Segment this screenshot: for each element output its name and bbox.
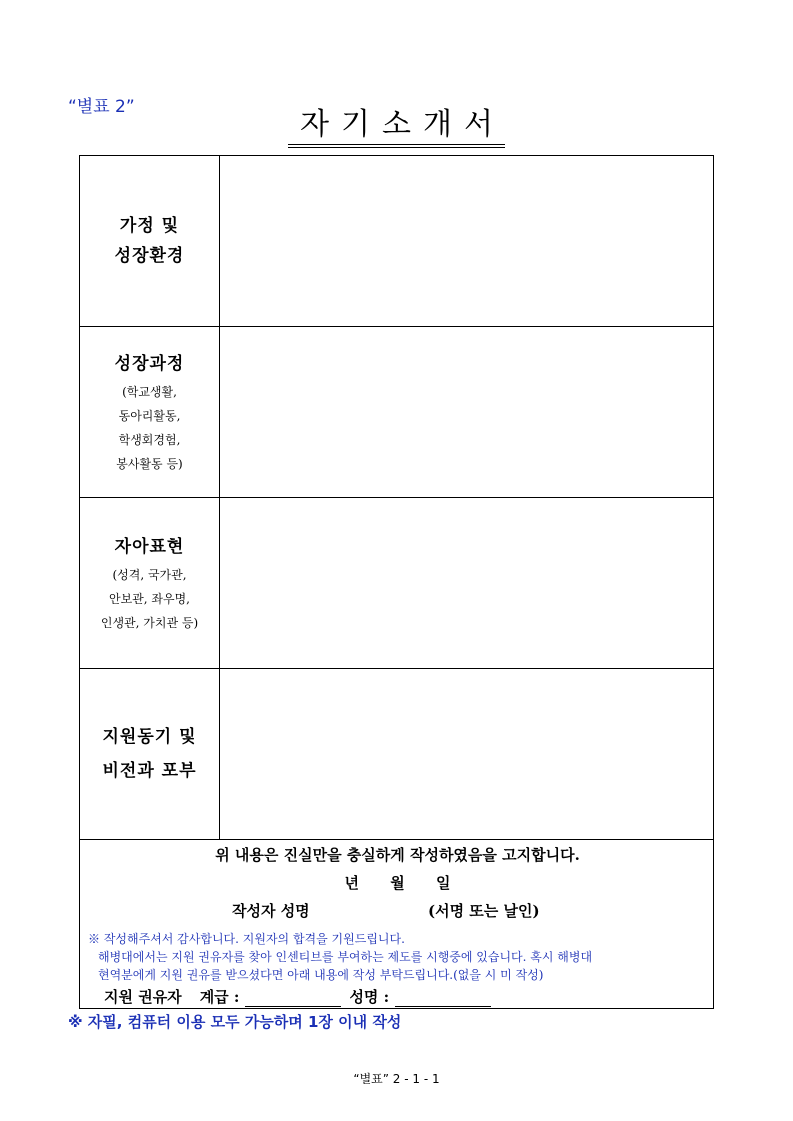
section-sub-line: (학교생활,	[122, 385, 177, 399]
section-input-family[interactable]	[220, 156, 714, 327]
section-title-line: 지원동기 및	[102, 727, 197, 747]
section-input-growth[interactable]	[220, 327, 714, 498]
section-title-line: 가정 및	[119, 216, 180, 236]
self-introduction-form	[79, 155, 714, 1009]
name-input[interactable]	[395, 990, 491, 1007]
section-row-growth	[80, 327, 714, 498]
section-label-family	[80, 156, 220, 327]
rank-input[interactable]	[245, 990, 341, 1007]
section-label-self-expression	[80, 498, 220, 669]
section-sub-line: (성격, 국가관,	[112, 568, 187, 582]
bottom-note: ※ 자필, 컴퓨터 이용 모두 가능하며 1장 이내 작성	[68, 1013, 402, 1031]
section-row-self-expression	[80, 498, 714, 669]
section-title-line: 성장과정	[114, 354, 185, 374]
document-title	[0, 108, 793, 148]
annex-label: “별표 2”	[68, 97, 135, 117]
notice-line: 해병대에서는 지원 권유자를 찾아 인센티브를 부여하는 제도를 시행중에 있습니다. 혹시 해병대	[98, 950, 593, 964]
document-title-text: 자기소개서	[288, 108, 505, 148]
notice-line: 현역분에게 지원 권유를 받으셨다면 아래 내용에 작성 부탁드립니다.(없을 시 미 작성)	[98, 968, 544, 982]
section-label-motivation	[80, 669, 220, 840]
recommender-line	[104, 986, 499, 1007]
section-title-line: 성장환경	[114, 246, 185, 266]
footer-row	[80, 840, 714, 1009]
footer-cell	[80, 840, 714, 1009]
section-sub-line: 봉사활동 등)	[116, 457, 183, 471]
section-title-line: 자아표현	[114, 537, 185, 557]
name-label: 성명 :	[349, 988, 390, 1006]
section-label-growth	[80, 327, 220, 498]
section-input-motivation[interactable]	[220, 669, 714, 840]
section-sub-line: 인생관, 가치관 등)	[100, 616, 199, 630]
rank-label: 계급 :	[199, 988, 240, 1006]
page-number: “별표” 2 - 1 - 1	[353, 1072, 440, 1086]
recommender-label: 지원 권유자	[104, 988, 182, 1006]
section-input-self-expression[interactable]	[220, 498, 714, 669]
recommender-notice	[88, 930, 708, 984]
section-row-motivation	[80, 669, 714, 840]
notice-line: ※ 작성해주셔서 감사합니다. 지원자의 합격을 기원드립니다.	[88, 932, 405, 946]
section-row-family	[80, 156, 714, 327]
section-title-line: 비전과 포부	[102, 761, 197, 781]
author-name-label: 작성자 성명	[232, 902, 310, 920]
section-sub-line: 학생회경험,	[118, 433, 181, 447]
section-sub-line: 안보관, 좌우명,	[109, 592, 190, 606]
section-sub-line: 동아리활동,	[118, 409, 181, 423]
date-line: 년 월 일	[344, 874, 451, 892]
signature-seal-label: (서명 또는 날인)	[428, 902, 540, 920]
declaration-text: 위 내용은 진실만을 충실하게 작성하였음을 고지합니다.	[215, 846, 580, 864]
